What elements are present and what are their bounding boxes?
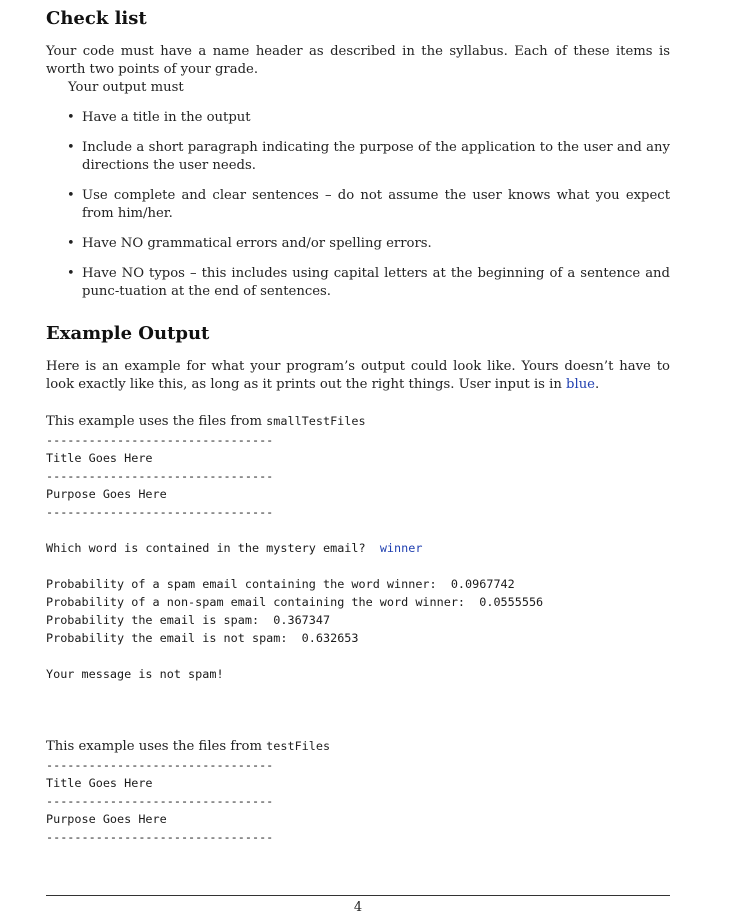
dash-separator: --------------------------------: [46, 433, 274, 447]
dash-separator: --------------------------------: [46, 830, 274, 844]
probability-line: Probability the email is not spam: 0.632653: [46, 631, 359, 645]
probability-line: Probability of a spam email containing the word winner: 0.0967742: [46, 577, 515, 591]
bullet-icon: •: [67, 140, 75, 155]
bullet-icon: •: [67, 188, 75, 203]
checklist-item: • Include a short paragraph indicating the purpose of the application to the user and any directions the user needs.: [67, 140, 670, 173]
user-input-text: winner: [379, 541, 423, 555]
page-number: 4: [353, 900, 363, 915]
title-line: Title Goes Here: [46, 451, 153, 465]
purpose-line: Purpose Goes Here: [46, 812, 167, 826]
bullet-icon: •: [67, 236, 75, 251]
dash-separator: --------------------------------: [46, 505, 274, 519]
document-page: [46, 8, 670, 846]
bullet-icon: •: [67, 110, 75, 125]
checklist-item: • Have NO grammatical errors and/or spelling errors.: [67, 236, 432, 251]
dash-separator: --------------------------------: [46, 469, 274, 483]
title-line: Title Goes Here: [46, 776, 153, 790]
result-line: Your message is not spam!: [46, 667, 224, 681]
probability-line: Probability the email is spam: 0.367347: [46, 613, 331, 627]
checklist-item: • Have NO typos – this includes using capital letters at the beginning of a sentence and punc-tuation at the end of sentences.: [67, 266, 670, 299]
purpose-line: Purpose Goes Here: [46, 487, 167, 501]
example1-uses-line: This example uses the files from smallTestFiles: [46, 414, 366, 429]
footer-divider: [46, 895, 670, 896]
dash-separator: --------------------------------: [46, 794, 274, 808]
output-must-text: Your output must: [68, 80, 184, 95]
example2-uses-line: This example uses the files from testFiles: [46, 739, 331, 754]
example1-file-name: smallTestFiles: [266, 414, 366, 428]
checklist-item: • Have a title in the output: [67, 110, 251, 125]
checklist-heading: Check list: [46, 8, 147, 29]
checklist-intro: Your code must have a name header as described in the syllabus. Each of these items is worth two points of your grade.: [46, 44, 670, 77]
probability-line: Probability of a non-spam email containing the word winner: 0.0555556: [46, 595, 544, 609]
example-output-heading: Example Output: [46, 323, 210, 344]
checklist-items: [46, 109, 670, 301]
checklist-item: • Use complete and clear sentences – do not assume the user knows what you expect from him/her.: [67, 188, 670, 221]
blue-word: blue: [566, 377, 595, 392]
example2-file-name: testFiles: [266, 739, 331, 753]
question-line: Which word is contained in the mystery email? winner: [46, 541, 423, 555]
example-intro: Here is an example for what your program’s output could look like. Yours doesn’t have to look exactly like this, as long as it prints out the right things. User input is in blue.: [46, 359, 670, 392]
bullet-icon: •: [67, 266, 75, 281]
dash-separator: --------------------------------: [46, 758, 274, 772]
